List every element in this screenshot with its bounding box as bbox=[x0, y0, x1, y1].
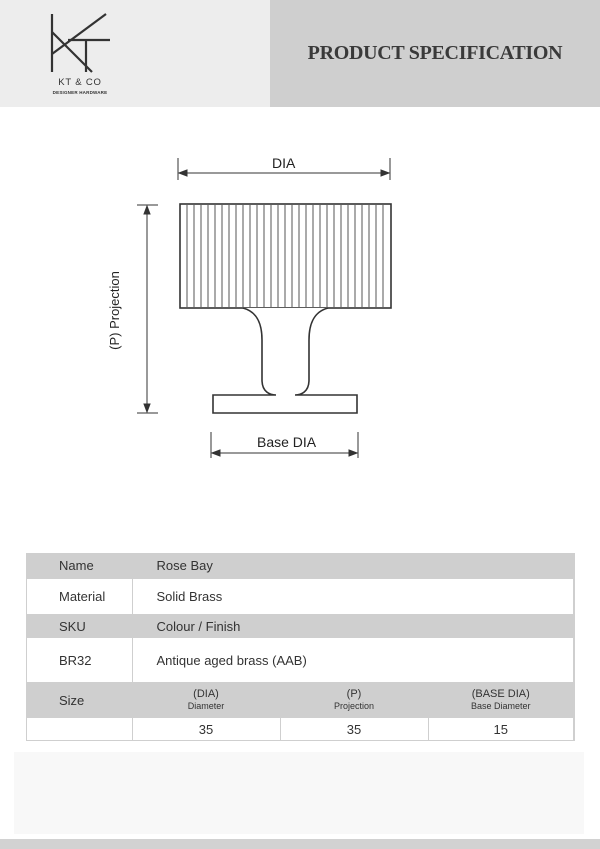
projection-column-header bbox=[280, 683, 428, 718]
footer-panel bbox=[14, 752, 584, 834]
projection-code: (P) bbox=[346, 688, 362, 700]
material-label: Material bbox=[26, 579, 132, 615]
dia-code: (DIA) bbox=[193, 688, 219, 700]
dia-label: DIA bbox=[272, 155, 296, 171]
table-row bbox=[26, 579, 574, 615]
finish-value: Antique aged brass (AAB) bbox=[132, 638, 574, 683]
footer-bar bbox=[0, 839, 600, 849]
size-label: Size bbox=[26, 683, 132, 718]
projection-name: Projection bbox=[333, 701, 375, 711]
projection-dimension-line bbox=[137, 205, 158, 413]
base-dia-code: (BASE DIA) bbox=[471, 688, 530, 700]
finish-label: Colour / Finish bbox=[132, 615, 574, 638]
material-value: Solid Brass bbox=[132, 579, 574, 615]
specification-table bbox=[26, 553, 574, 741]
name-value: Rose Bay bbox=[132, 553, 574, 579]
base-dia-name: Base Diameter bbox=[470, 701, 531, 711]
table-row bbox=[26, 615, 574, 638]
table-row bbox=[26, 553, 574, 579]
base-dia-value: 15 bbox=[428, 718, 574, 741]
table-row bbox=[26, 638, 574, 683]
projection-value: 35 bbox=[280, 718, 428, 741]
kt-monogram-icon bbox=[44, 12, 114, 74]
name-label: Name bbox=[26, 553, 132, 579]
size-empty-cell bbox=[26, 718, 132, 741]
base-dia-column-header bbox=[428, 683, 574, 718]
brand-name: KT & CO bbox=[58, 77, 102, 88]
base-dia-label: Base DIA bbox=[257, 434, 317, 450]
knob-dimension-diagram bbox=[0, 130, 600, 480]
table-row bbox=[26, 683, 574, 718]
dia-name: Diameter bbox=[187, 701, 225, 711]
projection-label: (P) Projection bbox=[106, 271, 122, 350]
brand-tagline: DESIGNER HARDWARE bbox=[52, 90, 108, 95]
dia-value: 35 bbox=[132, 718, 280, 741]
sku-value: BR32 bbox=[26, 638, 132, 683]
page-title: PRODUCT SPECIFICATION bbox=[307, 42, 563, 64]
sku-label: SKU bbox=[26, 615, 132, 638]
table-row bbox=[26, 718, 574, 741]
dia-column-header bbox=[132, 683, 280, 718]
